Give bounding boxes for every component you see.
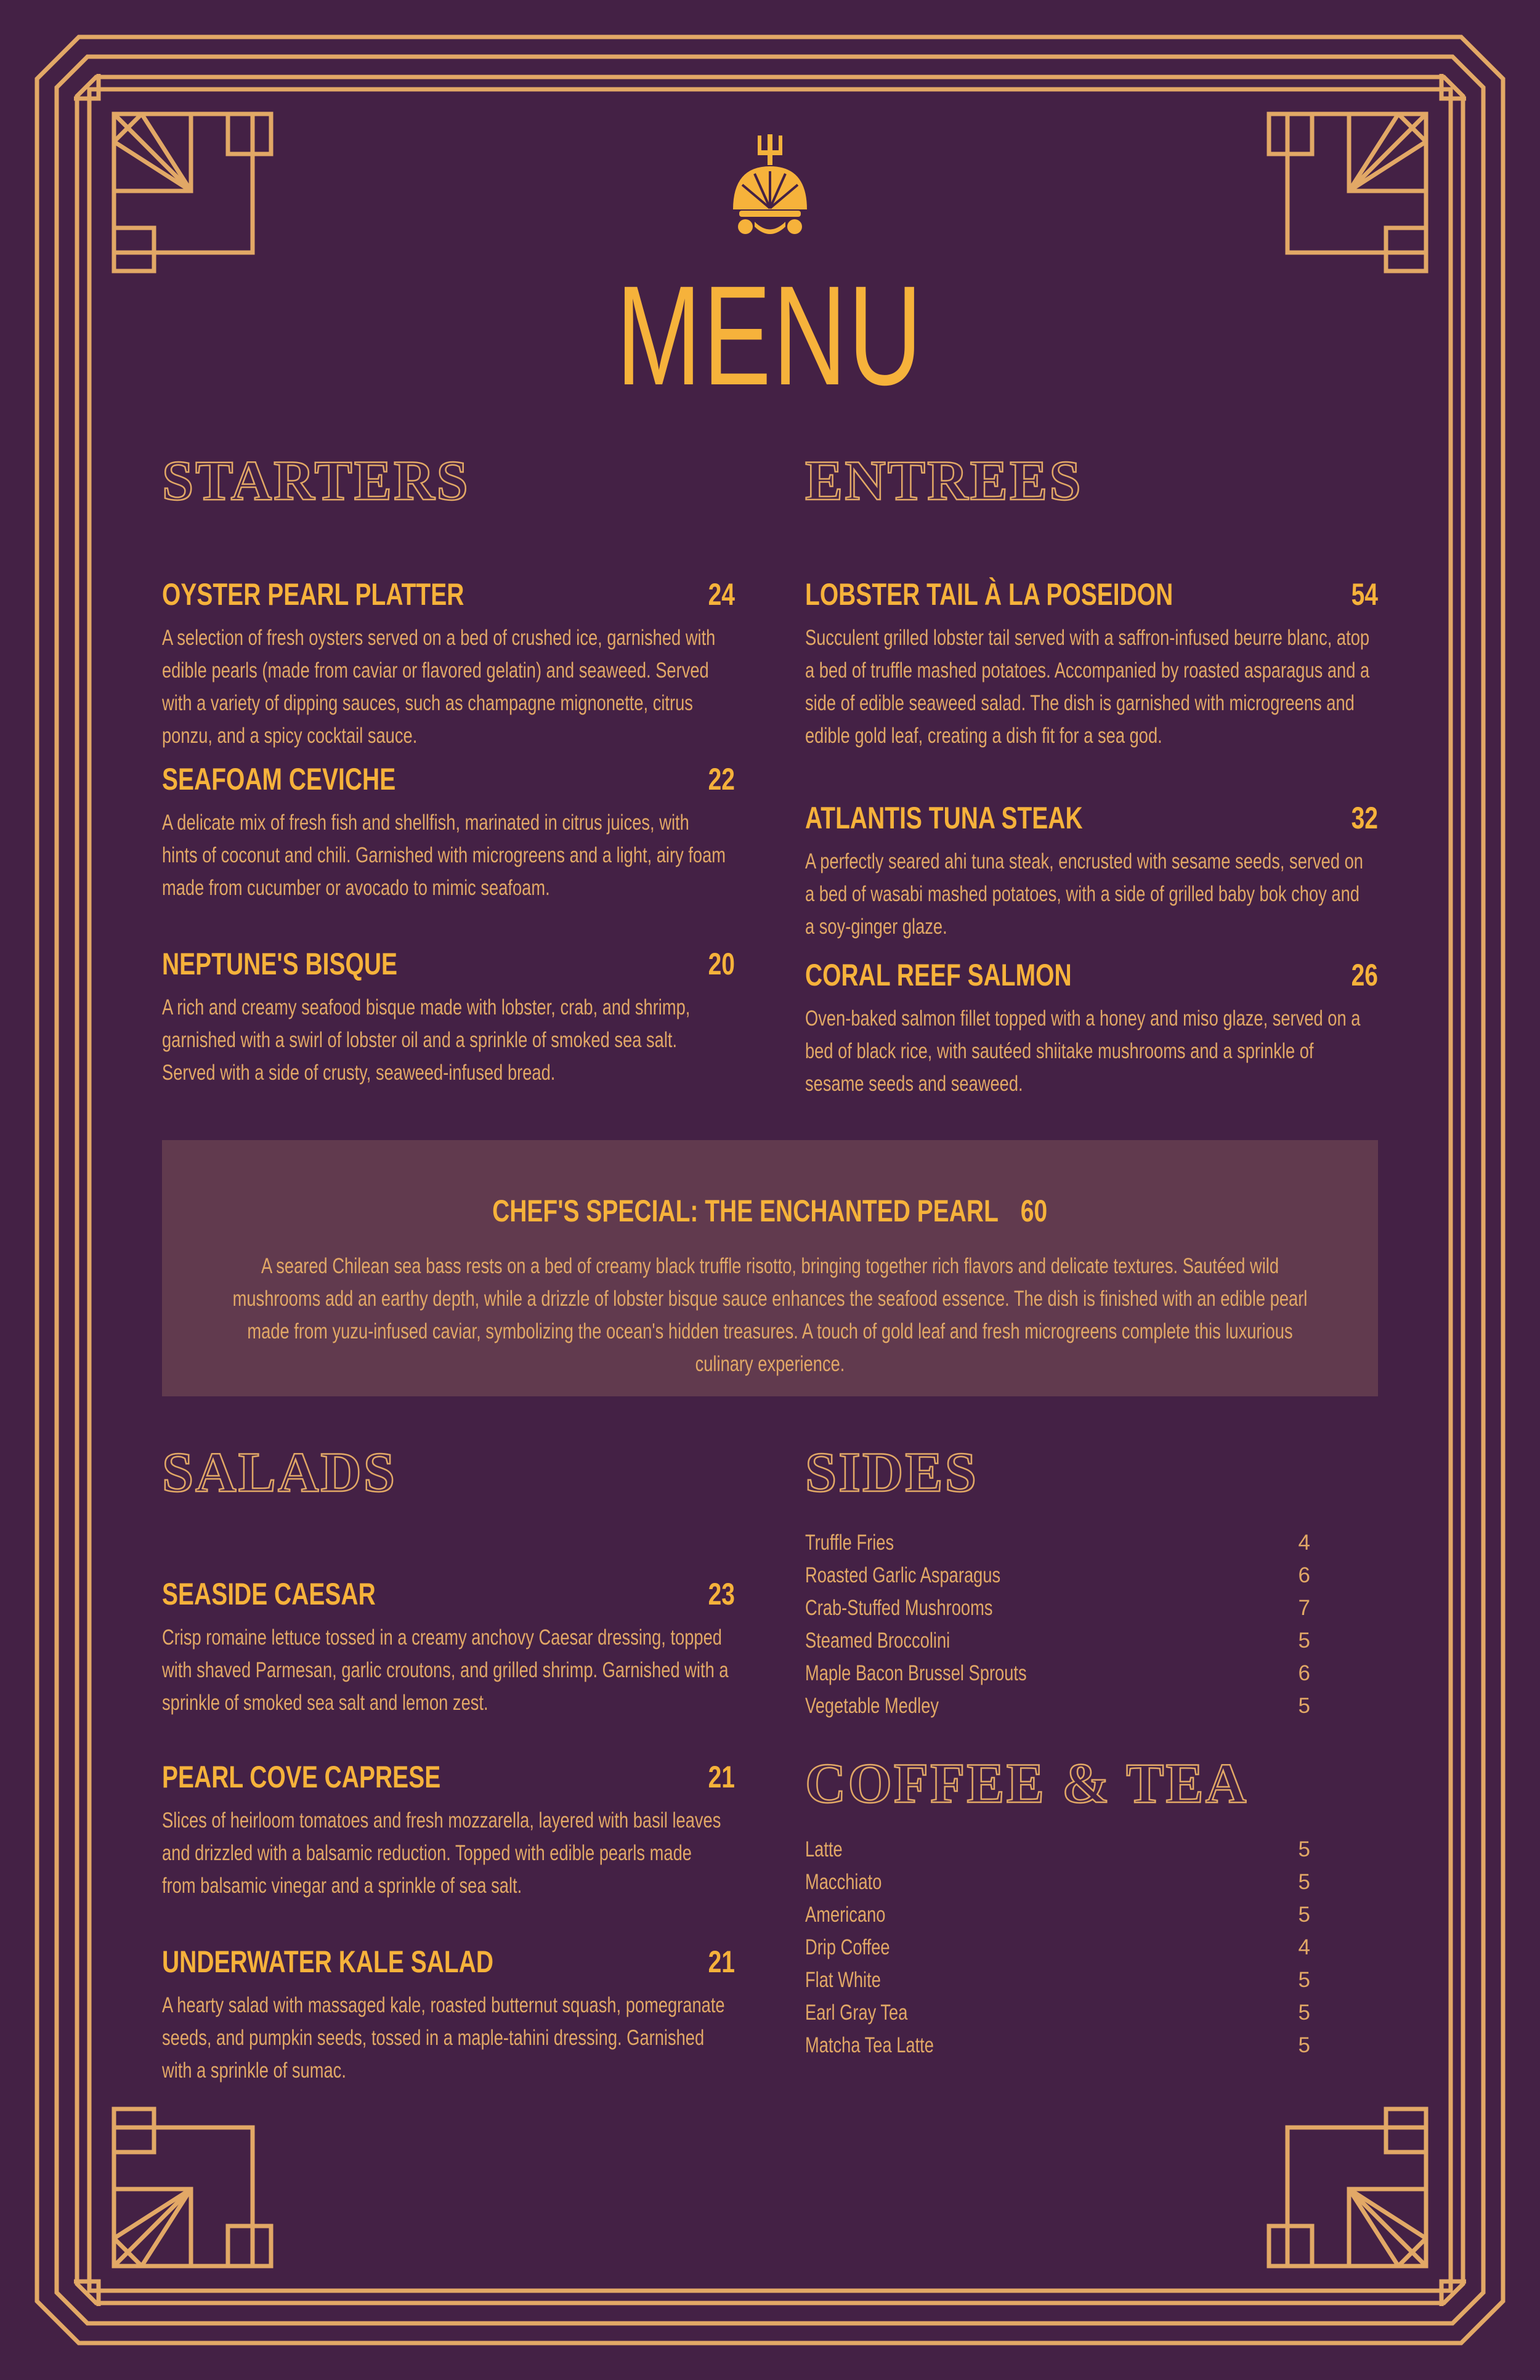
special-price: 60 (1021, 1194, 1048, 1228)
list-item-price: 5 (1298, 2033, 1310, 2057)
list-item-price: 7 (1298, 1596, 1310, 1620)
list-item (805, 1898, 1310, 1931)
list-item-price: 5 (1298, 1870, 1310, 1894)
item-description: A delicate mix of fresh fish and shellfish, marinated in citrus juices, with hints of coconut and chili. Garnished with microgreens and a light, airy foam made from cucumber or avocado to mimic seafoam. (162, 811, 726, 900)
list-item (805, 1624, 1310, 1657)
shell-trident-icon (721, 129, 819, 240)
coffee-tea-heading: COFFEE & TEA (805, 1752, 1249, 1815)
list-item-price: 4 (1298, 1935, 1310, 1959)
list-item-name: Americano (805, 1903, 886, 1927)
list-item (805, 1964, 1310, 1996)
list-item-name: Macchiato (805, 1870, 882, 1894)
starters-heading: STARTERS (162, 449, 470, 512)
item-description: A perfectly seared ahi tuna steak, encrusted with sesame seeds, served on a bed of wasabi mashed potatoes, with a side of grilled baby bok choy and a soy-ginger glaze. (805, 849, 1363, 939)
item-name: LOBSTER TAIL À LA POSEIDON (805, 577, 1173, 612)
menu-item (162, 945, 735, 1089)
item-price: 20 (708, 947, 735, 981)
list-item-price: 5 (1298, 1629, 1310, 1653)
list-item-name: Earl Gray Tea (805, 2001, 908, 2025)
item-price: 54 (1351, 577, 1378, 612)
list-item (805, 1931, 1310, 1964)
item-name: OYSTER PEARL PLATTER (162, 577, 464, 612)
list-item-name: Roasted Garlic Asparagus (805, 1563, 1001, 1587)
special-description: A seared Chilean sea bass rests on a bed of creamy black truffle risotto, bringing together rich flavors and delicate textures. Sautéed wild mushrooms add an earthy depth, while a drizzle of lobster bisque sauce enhances the seafood essence. The dish is finished with an edible pearl made from yuzu-infused caviar, symbolizing the ocean's hidden treasures. A touch of gold leaf and fresh microgreens complete this luxurious culinary experience. (232, 1254, 1308, 1376)
menu-item (162, 1943, 735, 2087)
item-description: A hearty salad with massaged kale, roasted butternut squash, pomegranate seeds, and pumpkin seeds, tossed in a maple-tahini dressing. Garnished with a sprinkle of sumac. (162, 1993, 725, 2082)
item-price: 21 (708, 1945, 735, 1979)
list-item-name: Latte (805, 1837, 843, 1861)
list-item (805, 1526, 1310, 1559)
item-name: NEPTUNE'S BISQUE (162, 947, 398, 981)
salads-heading: SALADS (162, 1441, 397, 1504)
special-title: CHEF'S SPECIAL: THE ENCHANTED PEARL (492, 1194, 999, 1228)
item-description: Succulent grilled lobster tail served with a saffron-infused beurre blanc, atop a bed of truffle mashed potatoes. Accompanied by roasted asparagus and a side of edible seaweed salad. The dish is garnished with microgreens and edible gold leaf, creating a dish fit for a sea god. (805, 626, 1370, 748)
list-item-price: 5 (1298, 1968, 1310, 1992)
item-price: 32 (1351, 801, 1378, 835)
menu-item (805, 957, 1378, 1100)
list-item-name: Matcha Tea Latte (805, 2033, 934, 2057)
menu-item (162, 1576, 735, 1719)
menu-item (162, 761, 735, 904)
list-item-name: Drip Coffee (805, 1935, 890, 1959)
item-price: 26 (1351, 958, 1378, 992)
item-description: Crisp romaine lettuce tossed in a creamy anchovy Caesar dressing, topped with shaved Parmesan, garlic croutons, and grilled shrimp. Garnished with a sprinkle of smoked sea salt and lemon zest. (162, 1625, 729, 1715)
list-item-price: 5 (1298, 1694, 1310, 1718)
list-item (805, 1559, 1310, 1592)
list-item-name: Maple Bacon Brussel Sprouts (805, 1661, 1027, 1685)
list-item (805, 1592, 1310, 1624)
item-name: SEAFOAM CEVICHE (162, 762, 396, 796)
list-item-price: 6 (1298, 1563, 1310, 1587)
item-price: 23 (708, 1577, 735, 1611)
item-name: PEARL COVE CAPRESE (162, 1760, 441, 1794)
list-item (805, 1690, 1310, 1722)
list-item-price: 5 (1298, 2001, 1310, 2025)
entrees-heading: ENTREES (805, 449, 1083, 512)
item-price: 21 (708, 1760, 735, 1794)
list-item (805, 1657, 1310, 1690)
item-name: UNDERWATER KALE SALAD (162, 1945, 494, 1979)
item-description: A selection of fresh oysters served on a bed of crushed ice, garnished with edible pearls (made from caviar or flavored gelatin) and seaweed. Served with a variety of dipping sauces, such as champagne mignonette, citrus ponzu, and a spicy cocktail sauce. (162, 626, 716, 748)
list-item-price: 4 (1298, 1531, 1310, 1555)
menu-item (162, 1759, 735, 1902)
item-price: 24 (708, 577, 735, 612)
list-item-name: Crab-Stuffed Mushrooms (805, 1596, 993, 1620)
list-item-name: Vegetable Medley (805, 1694, 939, 1718)
special-title-row (162, 1192, 1378, 1229)
item-description: Oven-baked salmon fillet topped with a honey and miso glaze, served on a bed of black rice, with sautéed shiitake mushrooms and a sprinkle of sesame seeds and seaweed. (805, 1006, 1361, 1096)
sides-heading: SIDES (805, 1441, 978, 1504)
list-item (805, 1833, 1310, 1866)
list-item-name: Steamed Broccolini (805, 1629, 950, 1653)
list-item (805, 2029, 1310, 2062)
list-item-name: Truffle Fries (805, 1531, 894, 1555)
list-item (805, 1866, 1310, 1898)
list-item-name: Flat White (805, 1968, 881, 1992)
list-item (805, 1996, 1310, 2029)
item-name: SEASIDE CAESAR (162, 1577, 376, 1611)
list-item-price: 5 (1298, 1837, 1310, 1861)
item-description: Slices of heirloom tomatoes and fresh mozzarella, layered with basil leaves and drizzled with a balsamic reduction. Topped with edible pearls made from balsamic vinegar and a sprinkle of sea salt. (162, 1808, 721, 1898)
item-description: A rich and creamy seafood bisque made with lobster, crab, and shrimp, garnished with a swirl of lobster oil and a sprinkle of smoked sea salt. Served with a side of crusty, seaweed-infused bread. (162, 995, 691, 1085)
menu-item (805, 576, 1378, 752)
menu-item (805, 799, 1378, 943)
item-name: CORAL REEF SALMON (805, 958, 1072, 992)
chefs-special-box (162, 1140, 1378, 1396)
item-name: ATLANTIS TUNA STEAK (805, 801, 1083, 835)
menu-item (162, 576, 735, 752)
list-item-price: 5 (1298, 1903, 1310, 1927)
item-price: 22 (708, 762, 735, 796)
menu-title: MENU (616, 256, 924, 415)
list-item-price: 6 (1298, 1661, 1310, 1685)
